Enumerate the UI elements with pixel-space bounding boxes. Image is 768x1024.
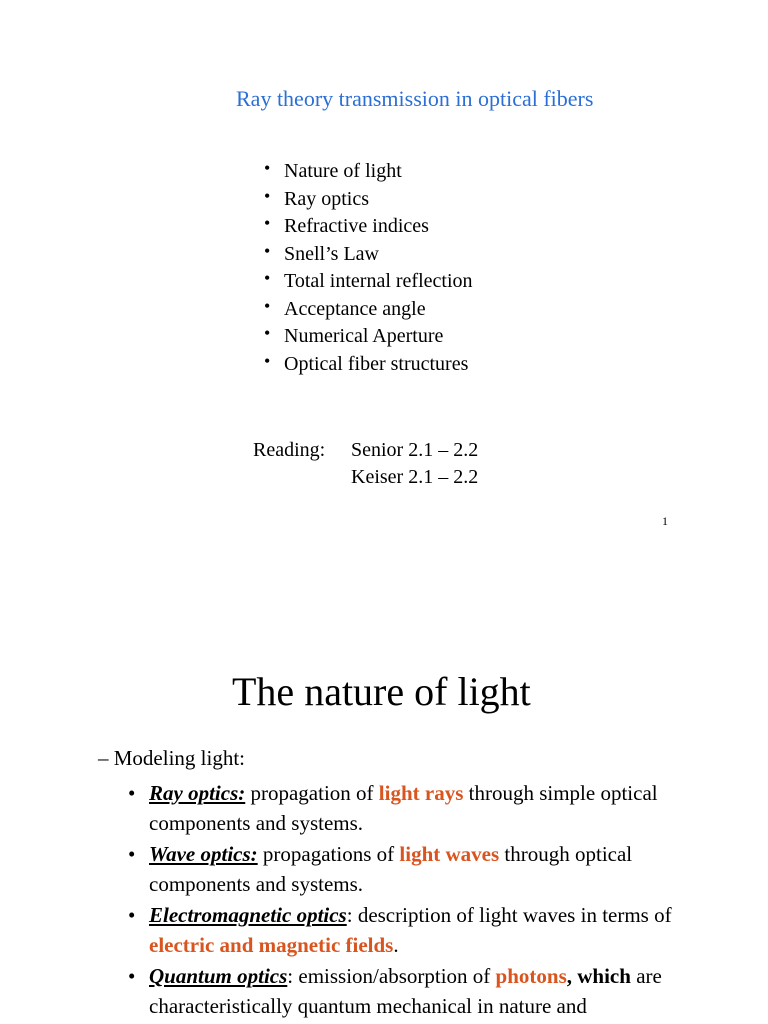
bullet-icon: • xyxy=(264,213,271,233)
highlight-fields: electric and magnetic fields xyxy=(149,932,394,957)
reading-row xyxy=(253,437,478,464)
list-item-ray-optics xyxy=(128,779,738,838)
text: : emission/absorption of xyxy=(287,964,496,988)
term-wave-optics: Wave optics: xyxy=(149,842,258,866)
text: propagation of xyxy=(245,781,379,805)
bullet-icon: • xyxy=(264,323,271,343)
term-quantum-optics: Quantum optics xyxy=(149,964,288,988)
bullet-icon: • xyxy=(128,964,136,988)
list-item xyxy=(264,268,473,296)
reading-references xyxy=(253,437,478,491)
bullet-icon: • xyxy=(264,268,271,288)
modeling-list xyxy=(128,779,738,1023)
bullet-icon: • xyxy=(264,295,271,316)
text: : description of light waves in terms of xyxy=(346,903,672,927)
bullet-icon: • xyxy=(264,185,271,206)
bullet-icon: • xyxy=(264,240,271,261)
slide-2-title: The nature of light xyxy=(232,669,531,714)
reading-ref-senior: Senior 2.1 – 2.2 xyxy=(351,439,479,461)
page-number: 1 xyxy=(662,514,668,528)
list-item xyxy=(264,351,473,379)
list-item-text: Ray optics xyxy=(284,187,369,210)
list-item-wave-optics xyxy=(128,840,738,899)
list-item xyxy=(264,241,473,269)
list-item-text: Snell’s Law xyxy=(284,242,379,265)
reading-row xyxy=(253,464,478,491)
list-item-text: Numerical Aperture xyxy=(284,325,444,347)
list-item-text: Optical fiber structures xyxy=(284,352,469,375)
list-item xyxy=(264,296,473,324)
list-item xyxy=(264,323,473,351)
bullet-icon: • xyxy=(128,903,136,927)
modeling-heading: – Modeling light: xyxy=(98,746,245,770)
topic-list xyxy=(264,158,473,378)
list-item-text: Acceptance angle xyxy=(284,297,426,320)
term-electromagnetic-optics: Electromagnetic optics xyxy=(149,903,347,927)
list-item xyxy=(264,158,473,186)
list-item-text: Refractive indices xyxy=(284,215,429,237)
bullet-icon: • xyxy=(128,781,136,805)
slide-1-title: Ray theory transmission in optical fibers xyxy=(236,86,594,111)
highlight-photons: photons xyxy=(495,964,567,988)
list-item-electromagnetic-optics xyxy=(128,901,738,960)
list-item-text: Nature of light xyxy=(284,160,402,182)
list-item-quantum-optics xyxy=(128,962,738,1021)
text: through simple optical components and systems. xyxy=(149,781,658,835)
list-item xyxy=(264,186,473,214)
text: are characteristically quantum mechanical in nature and xyxy=(149,964,662,1018)
highlight-light-rays: light rays xyxy=(378,781,464,805)
bullet-icon: • xyxy=(264,350,271,371)
text: propagations of xyxy=(257,842,400,866)
text: . xyxy=(393,932,399,957)
term-ray-optics: Ray optics: xyxy=(149,781,246,805)
reading-label: Reading: xyxy=(253,439,326,461)
bullet-icon: • xyxy=(128,842,136,866)
list-item-text: Total internal reflection xyxy=(284,270,473,292)
text: through optical components and systems. xyxy=(149,842,633,896)
bullet-icon: • xyxy=(264,158,271,178)
text-bold: , which xyxy=(566,964,631,988)
highlight-light-waves: light waves xyxy=(399,842,500,866)
reading-ref-keiser: Keiser 2.1 – 2.2 xyxy=(351,466,479,488)
list-item xyxy=(264,213,473,241)
